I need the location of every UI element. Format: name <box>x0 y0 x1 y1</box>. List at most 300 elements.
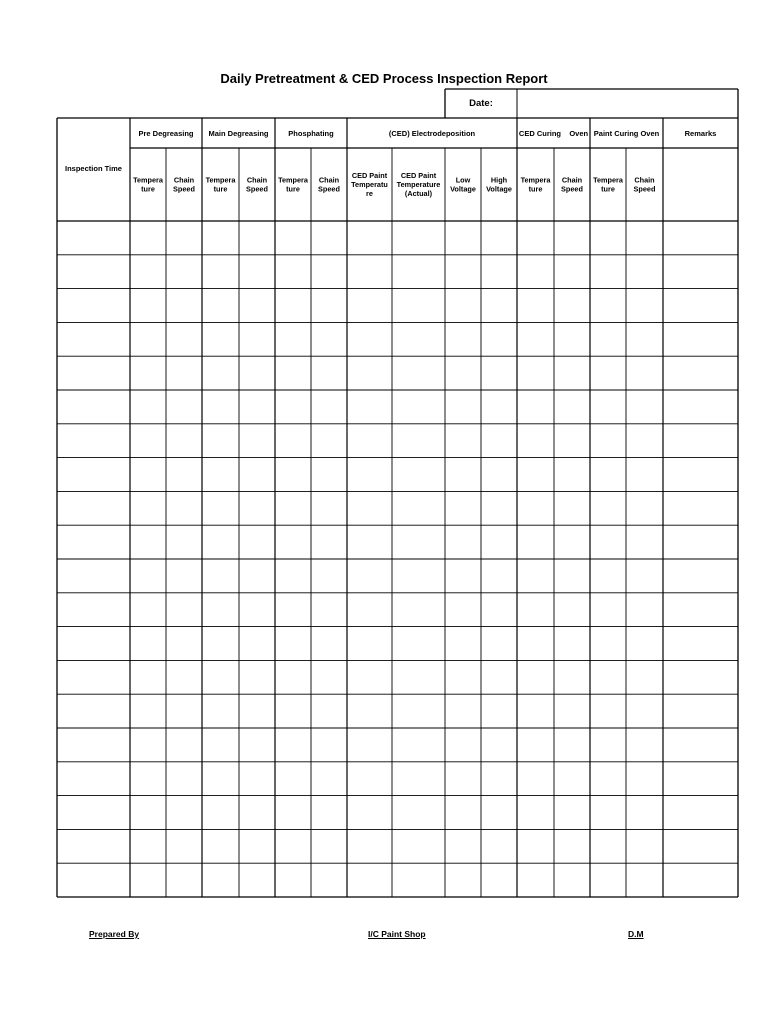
table-cell[interactable] <box>167 797 201 829</box>
table-cell[interactable] <box>167 222 201 254</box>
table-cell[interactable] <box>203 830 238 862</box>
table-cell[interactable] <box>555 425 589 457</box>
table-cell[interactable] <box>518 594 553 626</box>
table-cell[interactable] <box>555 864 589 896</box>
table-cell[interactable] <box>591 425 625 457</box>
table-cell[interactable] <box>393 256 444 288</box>
table-cell[interactable] <box>58 391 129 423</box>
table-cell[interactable] <box>591 594 625 626</box>
table-cell[interactable] <box>240 256 274 288</box>
table-cell[interactable] <box>58 729 129 761</box>
table-cell[interactable] <box>482 830 516 862</box>
table-cell[interactable] <box>276 594 310 626</box>
table-cell[interactable] <box>167 628 201 660</box>
table-cell[interactable] <box>555 391 589 423</box>
table-cell[interactable] <box>518 256 553 288</box>
table-cell[interactable] <box>627 763 662 795</box>
table-cell[interactable] <box>240 830 274 862</box>
table-cell[interactable] <box>312 222 346 254</box>
table-cell[interactable] <box>393 628 444 660</box>
table-cell[interactable] <box>482 256 516 288</box>
table-cell[interactable] <box>518 425 553 457</box>
table-cell[interactable] <box>482 222 516 254</box>
table-cell[interactable] <box>446 628 480 660</box>
table-cell[interactable] <box>58 357 129 389</box>
table-cell[interactable] <box>58 830 129 862</box>
table-cell[interactable] <box>312 425 346 457</box>
table-cell[interactable] <box>627 459 662 491</box>
table-cell[interactable] <box>240 864 274 896</box>
table-cell[interactable] <box>664 594 737 626</box>
table-cell[interactable] <box>393 323 444 355</box>
table-cell[interactable] <box>348 391 391 423</box>
table-cell[interactable] <box>276 256 310 288</box>
table-cell[interactable] <box>393 526 444 558</box>
table-cell[interactable] <box>482 797 516 829</box>
table-cell[interactable] <box>131 797 165 829</box>
table-cell[interactable] <box>276 323 310 355</box>
table-cell[interactable] <box>518 357 553 389</box>
table-cell[interactable] <box>627 661 662 693</box>
table-cell[interactable] <box>167 729 201 761</box>
table-cell[interactable] <box>203 391 238 423</box>
table-cell[interactable] <box>518 459 553 491</box>
table-cell[interactable] <box>664 459 737 491</box>
table-cell[interactable] <box>312 797 346 829</box>
table-cell[interactable] <box>240 695 274 727</box>
table-cell[interactable] <box>167 526 201 558</box>
table-cell[interactable] <box>518 492 553 524</box>
table-cell[interactable] <box>664 729 737 761</box>
table-cell[interactable] <box>240 459 274 491</box>
table-cell[interactable] <box>203 323 238 355</box>
table-cell[interactable] <box>276 729 310 761</box>
table-cell[interactable] <box>348 425 391 457</box>
table-cell[interactable] <box>664 560 737 592</box>
table-cell[interactable] <box>312 628 346 660</box>
table-cell[interactable] <box>627 797 662 829</box>
table-cell[interactable] <box>627 560 662 592</box>
table-cell[interactable] <box>482 864 516 896</box>
table-cell[interactable] <box>240 526 274 558</box>
table-cell[interactable] <box>131 323 165 355</box>
table-cell[interactable] <box>131 357 165 389</box>
table-cell[interactable] <box>664 797 737 829</box>
table-cell[interactable] <box>276 492 310 524</box>
table-cell[interactable] <box>58 661 129 693</box>
table-cell[interactable] <box>240 594 274 626</box>
table-cell[interactable] <box>167 290 201 322</box>
table-cell[interactable] <box>276 830 310 862</box>
table-cell[interactable] <box>555 797 589 829</box>
table-cell[interactable] <box>58 256 129 288</box>
table-cell[interactable] <box>312 661 346 693</box>
table-cell[interactable] <box>203 560 238 592</box>
table-cell[interactable] <box>240 391 274 423</box>
table-cell[interactable] <box>276 560 310 592</box>
table-cell[interactable] <box>203 222 238 254</box>
table-cell[interactable] <box>312 560 346 592</box>
table-cell[interactable] <box>446 695 480 727</box>
table-cell[interactable] <box>348 763 391 795</box>
table-cell[interactable] <box>555 560 589 592</box>
table-cell[interactable] <box>555 357 589 389</box>
table-cell[interactable] <box>312 323 346 355</box>
table-cell[interactable] <box>312 729 346 761</box>
table-cell[interactable] <box>348 290 391 322</box>
table-cell[interactable] <box>167 661 201 693</box>
table-cell[interactable] <box>312 594 346 626</box>
table-cell[interactable] <box>518 729 553 761</box>
table-cell[interactable] <box>167 256 201 288</box>
table-cell[interactable] <box>555 256 589 288</box>
table-cell[interactable] <box>393 729 444 761</box>
table-cell[interactable] <box>482 459 516 491</box>
table-cell[interactable] <box>555 594 589 626</box>
table-cell[interactable] <box>58 695 129 727</box>
table-cell[interactable] <box>446 492 480 524</box>
table-cell[interactable] <box>591 256 625 288</box>
table-cell[interactable] <box>664 661 737 693</box>
table-cell[interactable] <box>240 425 274 457</box>
table-cell[interactable] <box>627 729 662 761</box>
table-cell[interactable] <box>348 729 391 761</box>
table-cell[interactable] <box>482 323 516 355</box>
table-cell[interactable] <box>664 695 737 727</box>
table-cell[interactable] <box>555 661 589 693</box>
table-cell[interactable] <box>591 492 625 524</box>
table-cell[interactable] <box>664 256 737 288</box>
table-cell[interactable] <box>203 729 238 761</box>
table-cell[interactable] <box>167 492 201 524</box>
table-cell[interactable] <box>446 290 480 322</box>
table-cell[interactable] <box>312 256 346 288</box>
table-cell[interactable] <box>591 391 625 423</box>
table-cell[interactable] <box>555 695 589 727</box>
table-cell[interactable] <box>203 425 238 457</box>
table-cell[interactable] <box>348 695 391 727</box>
table-cell[interactable] <box>203 864 238 896</box>
table-cell[interactable] <box>446 357 480 389</box>
table-cell[interactable] <box>240 560 274 592</box>
table-cell[interactable] <box>276 763 310 795</box>
table-cell[interactable] <box>167 695 201 727</box>
table-cell[interactable] <box>240 661 274 693</box>
table-cell[interactable] <box>167 357 201 389</box>
table-cell[interactable] <box>627 830 662 862</box>
table-cell[interactable] <box>240 628 274 660</box>
table-cell[interactable] <box>555 290 589 322</box>
table-cell[interactable] <box>518 864 553 896</box>
table-cell[interactable] <box>393 594 444 626</box>
table-cell[interactable] <box>518 695 553 727</box>
table-cell[interactable] <box>627 222 662 254</box>
table-cell[interactable] <box>58 425 129 457</box>
table-cell[interactable] <box>446 729 480 761</box>
table-cell[interactable] <box>446 526 480 558</box>
table-cell[interactable] <box>482 594 516 626</box>
table-cell[interactable] <box>276 222 310 254</box>
table-cell[interactable] <box>664 763 737 795</box>
table-cell[interactable] <box>664 628 737 660</box>
table-cell[interactable] <box>203 526 238 558</box>
table-cell[interactable] <box>393 425 444 457</box>
table-cell[interactable] <box>348 526 391 558</box>
table-cell[interactable] <box>131 830 165 862</box>
table-cell[interactable] <box>664 391 737 423</box>
table-cell[interactable] <box>482 729 516 761</box>
table-cell[interactable] <box>482 357 516 389</box>
table-cell[interactable] <box>627 492 662 524</box>
table-cell[interactable] <box>312 459 346 491</box>
table-cell[interactable] <box>393 797 444 829</box>
table-cell[interactable] <box>203 459 238 491</box>
table-cell[interactable] <box>348 661 391 693</box>
table-cell[interactable] <box>591 459 625 491</box>
table-cell[interactable] <box>167 323 201 355</box>
table-cell[interactable] <box>393 864 444 896</box>
table-cell[interactable] <box>58 560 129 592</box>
table-cell[interactable] <box>446 594 480 626</box>
table-cell[interactable] <box>58 526 129 558</box>
table-cell[interactable] <box>131 628 165 660</box>
table-cell[interactable] <box>167 864 201 896</box>
table-cell[interactable] <box>203 492 238 524</box>
table-cell[interactable] <box>240 797 274 829</box>
table-cell[interactable] <box>276 290 310 322</box>
table-cell[interactable] <box>446 425 480 457</box>
table-cell[interactable] <box>627 357 662 389</box>
table-cell[interactable] <box>131 459 165 491</box>
table-cell[interactable] <box>393 290 444 322</box>
table-cell[interactable] <box>131 695 165 727</box>
table-cell[interactable] <box>348 830 391 862</box>
table-cell[interactable] <box>518 763 553 795</box>
table-cell[interactable] <box>393 357 444 389</box>
table-cell[interactable] <box>312 357 346 389</box>
table-cell[interactable] <box>446 661 480 693</box>
table-cell[interactable] <box>482 695 516 727</box>
table-cell[interactable] <box>664 323 737 355</box>
table-cell[interactable] <box>627 526 662 558</box>
table-cell[interactable] <box>591 729 625 761</box>
table-cell[interactable] <box>167 560 201 592</box>
table-cell[interactable] <box>131 661 165 693</box>
table-cell[interactable] <box>58 797 129 829</box>
table-cell[interactable] <box>348 357 391 389</box>
table-cell[interactable] <box>591 797 625 829</box>
table-cell[interactable] <box>131 560 165 592</box>
table-cell[interactable] <box>58 222 129 254</box>
table-cell[interactable] <box>203 290 238 322</box>
table-cell[interactable] <box>131 256 165 288</box>
table-cell[interactable] <box>393 763 444 795</box>
table-cell[interactable] <box>131 425 165 457</box>
table-cell[interactable] <box>348 628 391 660</box>
table-cell[interactable] <box>446 459 480 491</box>
table-cell[interactable] <box>446 560 480 592</box>
table-cell[interactable] <box>446 222 480 254</box>
table-cell[interactable] <box>591 864 625 896</box>
table-cell[interactable] <box>518 797 553 829</box>
table-cell[interactable] <box>446 323 480 355</box>
table-cell[interactable] <box>348 797 391 829</box>
table-cell[interactable] <box>131 526 165 558</box>
table-cell[interactable] <box>131 729 165 761</box>
table-cell[interactable] <box>58 594 129 626</box>
table-cell[interactable] <box>664 864 737 896</box>
table-cell[interactable] <box>482 560 516 592</box>
date-field[interactable] <box>518 90 737 117</box>
table-cell[interactable] <box>482 628 516 660</box>
table-cell[interactable] <box>131 763 165 795</box>
table-cell[interactable] <box>555 323 589 355</box>
table-cell[interactable] <box>591 526 625 558</box>
table-cell[interactable] <box>240 323 274 355</box>
table-cell[interactable] <box>58 628 129 660</box>
table-cell[interactable] <box>555 628 589 660</box>
table-cell[interactable] <box>131 290 165 322</box>
table-cell[interactable] <box>591 763 625 795</box>
table-cell[interactable] <box>591 290 625 322</box>
table-cell[interactable] <box>446 256 480 288</box>
table-cell[interactable] <box>591 628 625 660</box>
table-cell[interactable] <box>393 560 444 592</box>
table-cell[interactable] <box>627 628 662 660</box>
table-cell[interactable] <box>58 459 129 491</box>
table-cell[interactable] <box>446 391 480 423</box>
table-cell[interactable] <box>591 357 625 389</box>
table-cell[interactable] <box>348 560 391 592</box>
table-cell[interactable] <box>203 256 238 288</box>
table-cell[interactable] <box>627 864 662 896</box>
table-cell[interactable] <box>393 661 444 693</box>
table-cell[interactable] <box>664 526 737 558</box>
table-cell[interactable] <box>393 492 444 524</box>
table-cell[interactable] <box>664 222 737 254</box>
table-cell[interactable] <box>167 763 201 795</box>
table-cell[interactable] <box>312 763 346 795</box>
table-cell[interactable] <box>131 594 165 626</box>
table-cell[interactable] <box>518 526 553 558</box>
table-cell[interactable] <box>240 729 274 761</box>
table-cell[interactable] <box>240 492 274 524</box>
table-cell[interactable] <box>518 222 553 254</box>
table-cell[interactable] <box>518 391 553 423</box>
table-cell[interactable] <box>240 763 274 795</box>
table-cell[interactable] <box>203 594 238 626</box>
table-cell[interactable] <box>664 357 737 389</box>
table-cell[interactable] <box>276 459 310 491</box>
table-cell[interactable] <box>555 222 589 254</box>
table-cell[interactable] <box>664 830 737 862</box>
table-cell[interactable] <box>627 425 662 457</box>
table-cell[interactable] <box>555 492 589 524</box>
table-cell[interactable] <box>203 357 238 389</box>
table-cell[interactable] <box>482 492 516 524</box>
table-cell[interactable] <box>555 459 589 491</box>
table-cell[interactable] <box>482 661 516 693</box>
table-cell[interactable] <box>555 526 589 558</box>
table-cell[interactable] <box>627 256 662 288</box>
table-cell[interactable] <box>312 492 346 524</box>
table-cell[interactable] <box>276 391 310 423</box>
table-cell[interactable] <box>276 864 310 896</box>
table-cell[interactable] <box>591 830 625 862</box>
table-cell[interactable] <box>393 830 444 862</box>
table-cell[interactable] <box>518 560 553 592</box>
table-cell[interactable] <box>591 222 625 254</box>
table-cell[interactable] <box>393 222 444 254</box>
table-cell[interactable] <box>203 695 238 727</box>
table-cell[interactable] <box>348 492 391 524</box>
table-cell[interactable] <box>276 661 310 693</box>
table-cell[interactable] <box>482 763 516 795</box>
table-cell[interactable] <box>518 628 553 660</box>
table-cell[interactable] <box>131 391 165 423</box>
table-cell[interactable] <box>446 763 480 795</box>
table-cell[interactable] <box>58 763 129 795</box>
table-cell[interactable] <box>167 594 201 626</box>
table-cell[interactable] <box>312 695 346 727</box>
table-cell[interactable] <box>203 661 238 693</box>
table-cell[interactable] <box>58 323 129 355</box>
table-cell[interactable] <box>591 560 625 592</box>
table-cell[interactable] <box>131 222 165 254</box>
table-cell[interactable] <box>555 763 589 795</box>
table-cell[interactable] <box>627 594 662 626</box>
table-cell[interactable] <box>131 492 165 524</box>
table-cell[interactable] <box>393 391 444 423</box>
table-cell[interactable] <box>167 830 201 862</box>
table-cell[interactable] <box>591 695 625 727</box>
table-cell[interactable] <box>58 290 129 322</box>
table-cell[interactable] <box>58 864 129 896</box>
table-cell[interactable] <box>627 391 662 423</box>
table-cell[interactable] <box>627 695 662 727</box>
table-cell[interactable] <box>348 864 391 896</box>
table-cell[interactable] <box>482 290 516 322</box>
table-cell[interactable] <box>312 290 346 322</box>
table-cell[interactable] <box>276 425 310 457</box>
table-cell[interactable] <box>203 628 238 660</box>
table-cell[interactable] <box>627 290 662 322</box>
table-cell[interactable] <box>591 323 625 355</box>
table-cell[interactable] <box>58 492 129 524</box>
table-cell[interactable] <box>482 425 516 457</box>
table-cell[interactable] <box>240 222 274 254</box>
table-cell[interactable] <box>627 323 662 355</box>
table-cell[interactable] <box>518 290 553 322</box>
table-cell[interactable] <box>664 492 737 524</box>
table-cell[interactable] <box>167 459 201 491</box>
table-cell[interactable] <box>240 290 274 322</box>
table-cell[interactable] <box>203 763 238 795</box>
table-cell[interactable] <box>555 729 589 761</box>
table-cell[interactable] <box>203 797 238 829</box>
table-cell[interactable] <box>591 661 625 693</box>
table-cell[interactable] <box>167 425 201 457</box>
table-cell[interactable] <box>276 628 310 660</box>
table-cell[interactable] <box>664 290 737 322</box>
table-cell[interactable] <box>518 661 553 693</box>
table-cell[interactable] <box>348 594 391 626</box>
table-cell[interactable] <box>312 864 346 896</box>
table-cell[interactable] <box>518 323 553 355</box>
table-cell[interactable] <box>482 391 516 423</box>
table-cell[interactable] <box>518 830 553 862</box>
table-cell[interactable] <box>393 695 444 727</box>
